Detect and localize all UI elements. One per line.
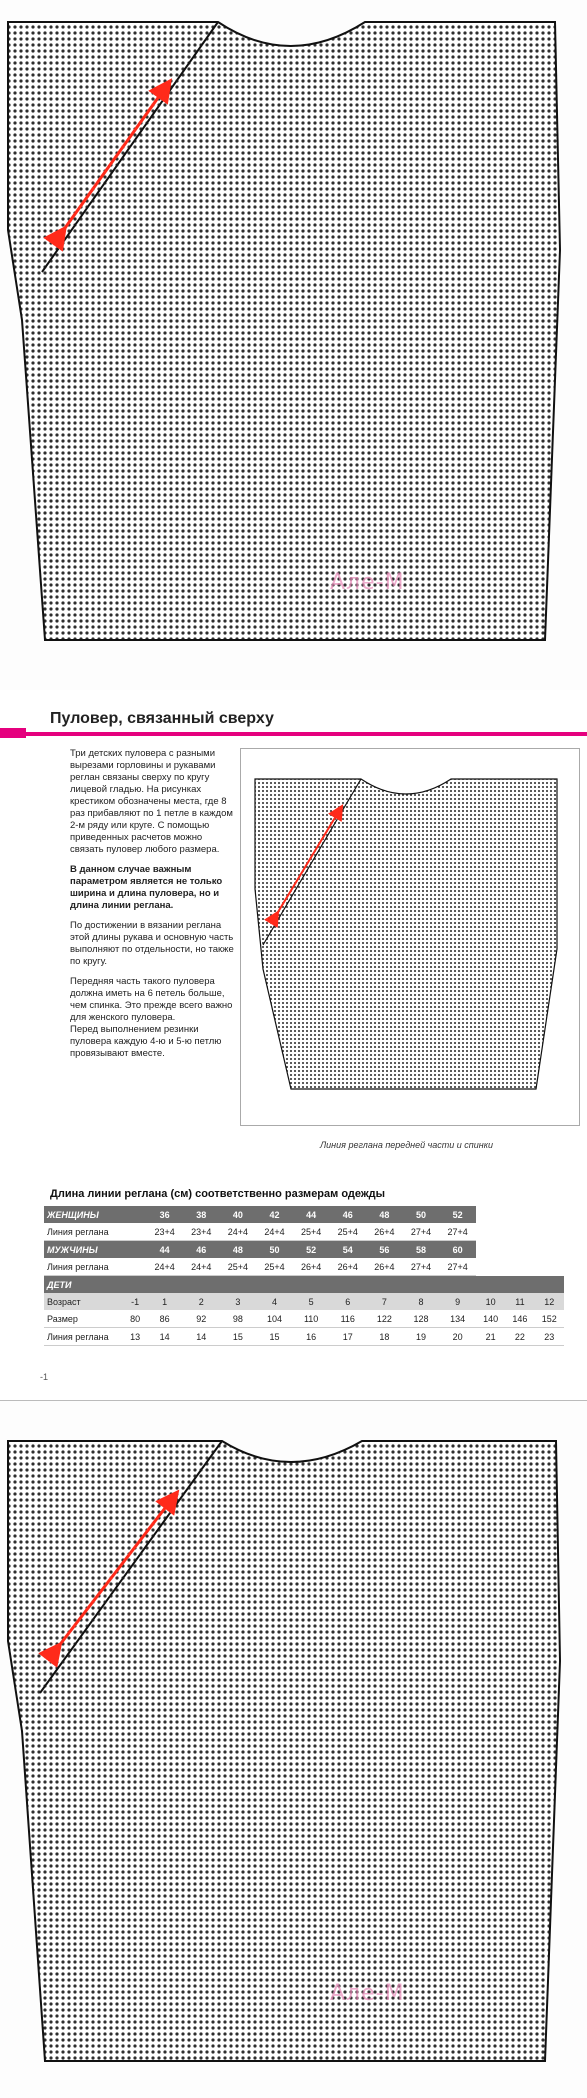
- table-row: Размер 80 86 92 98 104 110 116 122 128 134 140 146 152: [44, 1310, 564, 1328]
- diagram-caption: Линия реглана передней части и спинки: [320, 1140, 493, 1150]
- table-title: Длина линии реглана (см) соответственно размерам одежды: [50, 1188, 386, 1200]
- table-row: ЖЕНЩИНЫ 36 38 40 42 44 46 48 50 52: [44, 1206, 564, 1223]
- sweater-shape-bottom: [0, 1401, 587, 2098]
- margin-mark: -1: [40, 1372, 49, 1382]
- page-title: Пуловер, связанный сверху: [50, 710, 274, 727]
- sweater-diagram-top: [0, 0, 587, 691]
- sweater-shape-top: [0, 0, 587, 690]
- instructions-text: [70, 748, 238, 1068]
- sweater-diagram-small: [240, 748, 580, 1126]
- important-paragraph: В данном случае важным параметром является не только ширина и длина пуловера, но и длина линии реглана.: [70, 864, 223, 911]
- table-row: Линия реглана 23+4 23+4 24+4 24+4 25+4 25+4 26+4 27+4 27+4: [44, 1223, 564, 1241]
- accent-mark: [0, 728, 26, 738]
- intro-paragraph: Три детских пуловера с разными вырезами горловины и рукавами реглан связаны сверху по кругу лицевой гладью. На рисунках крестиком обозначены места, где 8 раз прибавляют по 1 петле в каждом 2-м ряду или круге. С помощью приведенных расчетов можно связать пуловер любого размера.: [70, 748, 233, 855]
- table-row: МУЖЧИНЫ 44 46 48 50 52 54 56 58 60: [44, 1241, 564, 1259]
- size-table: [44, 1206, 564, 1346]
- table-row: Линия реглана 24+4 24+4 25+4 25+4 26+4 26+4 26+4 27+4 27+4: [44, 1258, 564, 1276]
- watermark: Але-М: [330, 1981, 405, 2006]
- accent-bar: [0, 732, 587, 736]
- table-row: ДЕТИ: [44, 1276, 564, 1294]
- paragraph-3: Передняя часть такого пуловера должна иметь на 6 петель больше, чем спинка. Это прежде всего важно для женского пуловера.: [70, 976, 233, 1023]
- sweater-shape-small: [241, 749, 579, 1125]
- watermark: Але-М: [330, 570, 405, 595]
- sweater-diagram-bottom: [0, 1400, 587, 2098]
- magazine-page: [0, 690, 587, 1400]
- paragraph-4: Перед выполнением резинки пуловера каждую 4-ю и 5-ю петлю провязывают вместе.: [70, 1024, 222, 1059]
- table-row: Линия реглана 13 14 14 15 15 16 17 18 19 20 21 22 23: [44, 1328, 564, 1346]
- table-row: Возраст -1 1 2 3 4 5 6 7 8 9 10 11 12: [44, 1293, 564, 1310]
- paragraph-2: По достижении в вязании реглана этой длины рукава и основную часть выполняют по отдельности, но также по кругу.: [70, 920, 234, 967]
